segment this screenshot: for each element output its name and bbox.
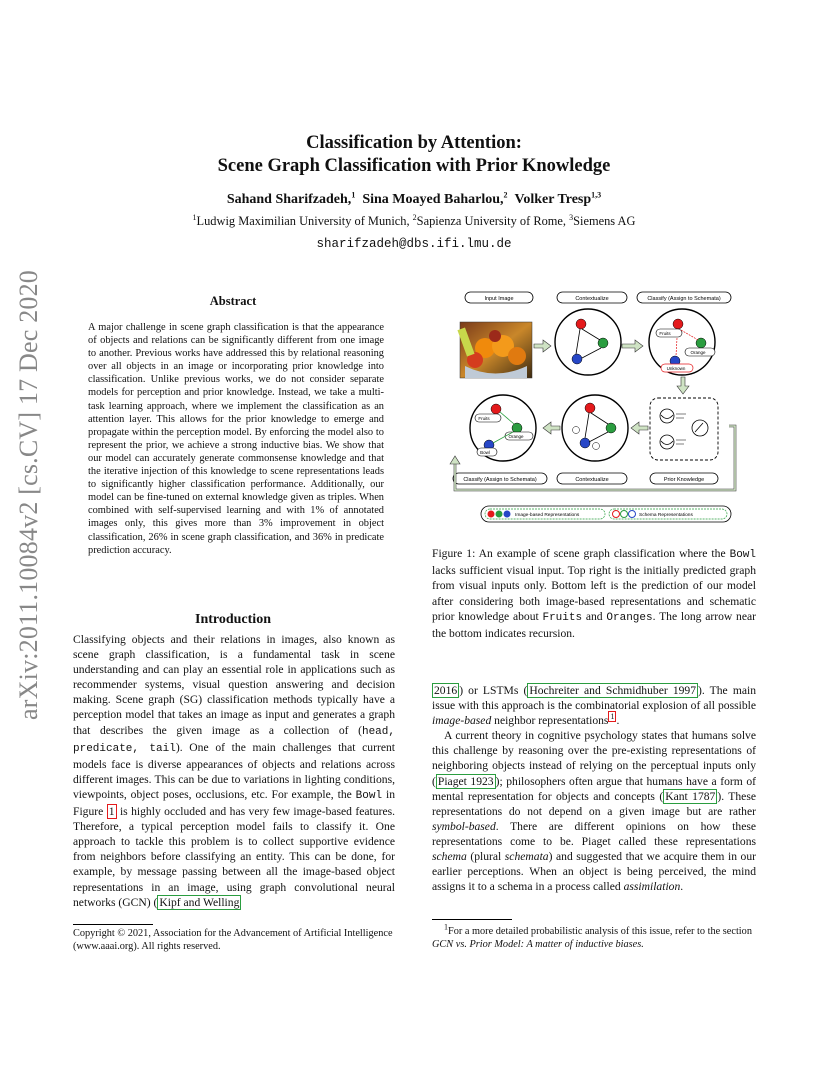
right-column-body bbox=[432, 683, 756, 894]
arrow-down-right bbox=[677, 377, 689, 394]
node-fruits-bottom: Fruits bbox=[478, 416, 490, 421]
caption-text-2: lacks sufficient visual input. Top right is the initially predicted graph from visual inputs only. Bottom left is the prediction of our model after considering both image-based representations and schematic prior knowledge about bbox=[432, 564, 756, 623]
citation-link[interactable]: Piaget 1923 bbox=[437, 774, 494, 788]
classify-graph-top bbox=[649, 309, 715, 375]
label-prior-knowledge: Prior Knowledge bbox=[663, 477, 705, 483]
top-stage-labels bbox=[465, 292, 731, 303]
node-orange-top: Orange bbox=[690, 350, 706, 355]
abstract-heading: Abstract bbox=[209, 294, 257, 308]
right-paragraph-1 bbox=[432, 683, 756, 728]
intro-text-4: is highly occluded and has very few image-based features. Therefore, a typical perception model fails to classify it. One approach to tackle this problem is to collect supportive evidence from neighbors before classifying an entity. This can be done, for example, by message passing between all the image-based object representations in an image, using graph convolutional neural networks (GCN) ( bbox=[73, 805, 395, 909]
affil-1: Ludwig Maximilian University of Munich, bbox=[196, 214, 413, 228]
intro-paragraph bbox=[73, 632, 395, 910]
figure-1-diagram bbox=[445, 286, 745, 531]
legend-image-based: Image-based Representations bbox=[515, 513, 580, 518]
footnote-ref-link[interactable]: 1 bbox=[610, 712, 615, 722]
r2-emphasis-2: schema bbox=[432, 850, 467, 864]
footnote-text: For a more detailed probabilistic analysis of this issue, refer to the section bbox=[448, 926, 752, 937]
node-fruits-top: Fruits bbox=[659, 331, 671, 336]
arrow-context-to-classify-top bbox=[622, 340, 643, 352]
affil-1-sup: 1 bbox=[192, 212, 197, 222]
node-bowl: Bowl bbox=[480, 450, 490, 455]
r2-emphasis-1: symbol-based bbox=[432, 819, 496, 833]
author-list bbox=[0, 192, 828, 208]
label-input-image: Input Image bbox=[484, 296, 514, 302]
intro-text-1: Classifying objects and their relations in images, also known as scene graph classification, is a fundamental task in scene understanding and can play an essential role in applications such as recommender systems, visual question answering and decision making. Scene graph (SG) classification methods typically have a perception model that takes an image as input and generates a graph that describes the given image as a collection of ( bbox=[73, 633, 395, 737]
r2-text-e: (plural bbox=[466, 850, 505, 864]
r2-text-a: A current theory in cognitive psychology states that humans solve this challenge by reasoning over the pre-existing representations of neighboring objects instead of relying on the perceptual inputs only ( bbox=[432, 729, 756, 788]
r2-text-c: ). These representations do not depend on a given image but are rather bbox=[432, 789, 756, 818]
r2-text-b: ); philosophers often argue that humans have a form of mental representation for objects and concepts ( bbox=[432, 774, 756, 803]
r1-emphasis: image-based bbox=[432, 714, 492, 728]
paper-title-line2: Scene Graph Classification with Prior Knowledge bbox=[217, 156, 611, 176]
citation-link[interactable]: Kant 1787 bbox=[665, 789, 716, 803]
author-email[interactable]: sharifzadeh@dbs.ifi.lmu.de bbox=[316, 237, 512, 251]
footnote-rule-left bbox=[73, 924, 153, 925]
r1-text-a: ) or LSTMs ( bbox=[459, 684, 528, 697]
intro-tuple: head, predicate, tail bbox=[73, 725, 395, 755]
r2-emphasis-4: assimilation bbox=[623, 880, 681, 894]
footnote-marker: 1 bbox=[444, 922, 448, 932]
author-1: Sahand Sharifzadeh, bbox=[226, 192, 352, 207]
author-2-sup: 2 bbox=[503, 190, 508, 200]
r1-text-d: . bbox=[616, 714, 620, 728]
r2-text-f: ) and suggested that we acquire them in our earlier perceptions. When an object is being perceived, the mind assigns it to a schema in a process called bbox=[432, 850, 757, 894]
caption-text-1: Figure 1: An example of scene graph classification where the bbox=[432, 547, 730, 560]
contextualize-graph-top bbox=[555, 309, 621, 375]
r2-text-g: . bbox=[680, 880, 684, 894]
affil-3-sup: 3 bbox=[569, 212, 574, 222]
caption-text-3: and bbox=[582, 609, 607, 623]
intro-bowl-term: Bowl bbox=[355, 789, 383, 802]
label-classify-bottom: Classify (Assign to Schemata) bbox=[463, 477, 537, 483]
citation-link[interactable]: 2016 bbox=[434, 684, 458, 697]
citation-link[interactable]: Kipf and Welling bbox=[159, 895, 240, 909]
contextualize-graph-bottom bbox=[562, 395, 628, 461]
classify-graph-bottom bbox=[470, 395, 536, 461]
abstract-body: A major challenge in scene graph classification is that the appearance of objects and relations can be significantly different from one image to another. Previous works have addressed this by relational reasoning over all objects in an image or incorporating prior knowledge into classification. Unlike previous works, we do not consider separate models for perception and prior knowledge. Instead, we take a multi-task learning approach, where we implement the classification as an attention layer. This allows for the prior knowledge to emerge and propagate within the perception model. By enforcing the model also to represent the prior, we achieve a strong inductive bias. We show that our model can accurately generate commonsense knowledge and that the iterative injection of this knowledge to scene representations leads to significantly higher classification performance. Additionally, our model can be fine-tuned on external knowledge given as triples. When combined with self-supervised learning and with 1% of annotated images only, this gives more than 3% improvement in object classification, 26% in scene graph classification, and 36% in predicate prediction accuracy. bbox=[88, 322, 384, 556]
bottom-stage-labels bbox=[453, 473, 718, 484]
intro-text-2: ). One of the main challenges that current models face is diverse appearances of objects and relations across different images. This can be due to variations in lighting conditions, viewpoints, object poses, occlusions, etc. For example, the bbox=[73, 740, 395, 801]
author-1-sup: 1 bbox=[351, 190, 356, 200]
figure-caption bbox=[432, 546, 756, 641]
affil-2: Sapienza University of Rome, bbox=[416, 214, 570, 228]
author-2: Sina Moayed Baharlou, bbox=[362, 192, 504, 207]
arrow-image-to-context bbox=[534, 340, 551, 352]
r2-emphasis-3: schemata bbox=[504, 850, 549, 864]
caption-text-4: . The long arrow near the bottom indicates recursion. bbox=[432, 609, 757, 641]
figure-legend bbox=[481, 506, 731, 522]
label-contextualize-bottom: Contextualize bbox=[575, 477, 609, 483]
caption-fruits: Fruits bbox=[542, 611, 583, 624]
r1-text-b: ). The main issue with this approach is the combinatorial explosion of all possible bbox=[432, 684, 756, 713]
legend-schema: Schema Representations bbox=[639, 513, 693, 518]
prior-knowledge-box bbox=[650, 398, 718, 460]
affiliations bbox=[0, 214, 828, 229]
right-paragraph-2 bbox=[432, 728, 756, 894]
label-classify-top: Classify (Assign to Schemata) bbox=[647, 296, 721, 302]
author-3-sup: 1,3 bbox=[591, 190, 602, 200]
arrow-context-to-classify-bottom bbox=[543, 422, 560, 434]
node-unknown: Unknown bbox=[666, 366, 686, 371]
arxiv-identifier[interactable]: arXiv:2011.10084v2 [cs.CV] 17 Dec 2020 bbox=[14, 269, 43, 720]
citation-link[interactable]: Hochreiter and Schmidhuber 1997 bbox=[529, 684, 697, 697]
node-orange-bottom: Orange bbox=[508, 434, 524, 439]
r2-text-d: . There are different opinions on how these representations come to be. Piaget called these representations bbox=[432, 819, 756, 848]
intro-text-3: in Figure bbox=[73, 787, 395, 819]
caption-bowl: Bowl bbox=[729, 549, 756, 561]
footnote-emphasis: GCN vs. Prior Model: A matter of inductive biases. bbox=[432, 939, 644, 951]
figure-ref-link[interactable]: 1 bbox=[108, 805, 115, 819]
input-image-thumbnail bbox=[457, 322, 532, 378]
arrow-prior-to-context bbox=[631, 422, 648, 434]
copyright-notice: Copyright © 2021, Association for the Advancement of Artificial Intelligence (www.aaai.org). All rights reserved. bbox=[73, 928, 393, 953]
footnote-rule-right bbox=[432, 919, 512, 920]
footnote-1 bbox=[432, 922, 756, 952]
introduction-heading: Introduction bbox=[195, 612, 271, 627]
r1-text-c: neighbor representations bbox=[491, 714, 609, 728]
paper-title-line1: Classification by Attention: bbox=[306, 133, 522, 153]
label-contextualize-top: Contextualize bbox=[575, 296, 609, 302]
affil-3: Siemens AG bbox=[573, 214, 636, 228]
caption-oranges: Oranges bbox=[606, 611, 653, 624]
author-3: Volker Tresp bbox=[514, 192, 592, 207]
affil-2-sup: 2 bbox=[412, 212, 417, 222]
